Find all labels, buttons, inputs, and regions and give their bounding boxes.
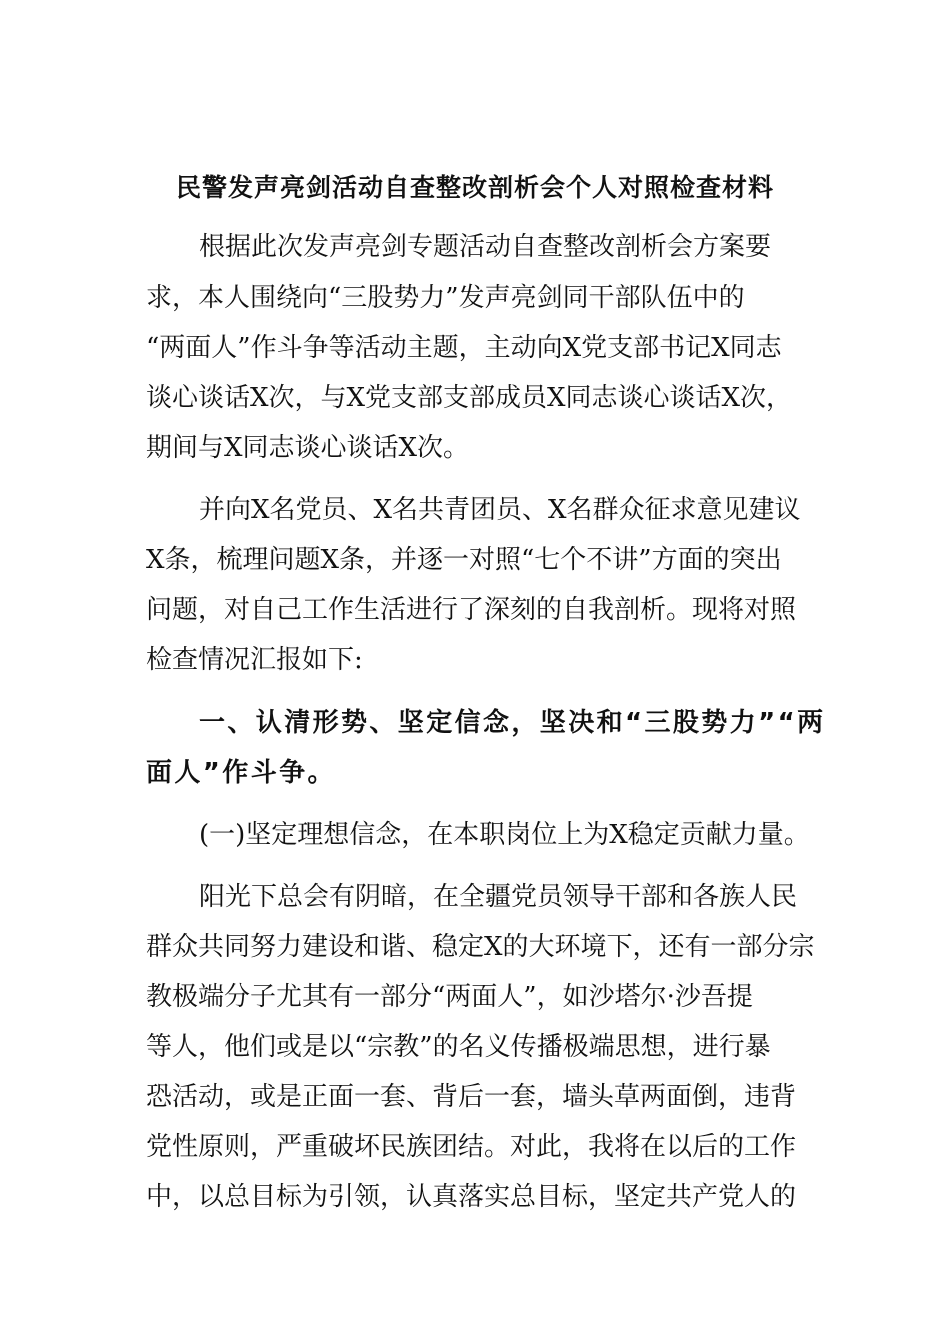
- paragraph-line: 群众共同努力建设和谐、稳定X的大环境下，还有一部分宗: [146, 932, 815, 962]
- paragraph-line: 谈心谈话X次，与X党支部支部成员X同志谈心谈话X次，: [146, 383, 793, 413]
- document-title: 民警发声亮剑活动自查整改剖析会个人对照检查材料: [175, 173, 774, 202]
- paragraph-line: 教极端分子尤其有一部分“两面人”，如沙塔尔·沙吾提: [146, 982, 753, 1012]
- paragraph-line: 等人，他们或是以“宗教”的名义传播极端思想，进行暴: [146, 1032, 771, 1062]
- paragraph-line: 期间与X同志谈心谈话X次。: [146, 433, 470, 463]
- section-heading: 一、认清形势、坚定信念，坚决和“三股势力”“两: [199, 708, 826, 738]
- paragraph-line: 检查情况汇报如下:: [146, 645, 363, 675]
- paragraph-line: 并向X名党员、X名共青团员、X名群众征求意见建议: [199, 495, 801, 525]
- paragraph-line: 问题，对自己工作生活进行了深刻的自我剖析。现将对照: [146, 595, 797, 625]
- paragraph-line: X条，梳理问题X条，并逐一对照“七个不讲”方面的突出: [146, 545, 782, 575]
- section-heading: 面人”作斗争。: [146, 758, 336, 788]
- subsection-heading: (一)坚定理想信念，在本职岗位上为X稳定贡献力量。: [199, 820, 810, 850]
- paragraph-line: 中，以总目标为引领，认真落实总目标，坚定共产党人的: [146, 1182, 797, 1212]
- paragraph-line: 阳光下总会有阴暗，在全疆党员领导干部和各族人民: [199, 882, 798, 912]
- paragraph-line: “两面人”作斗争等活动主题，主动向X党支部书记X同志: [146, 333, 782, 363]
- paragraph-line: 恐活动，或是正面一套、背后一套，墙头草两面倒，违背: [146, 1082, 797, 1112]
- paragraph-line: 党性原则，严重破坏民族团结。对此，我将在以后的工作: [146, 1132, 797, 1162]
- paragraph-line: 根据此次发声亮剑专题活动自查整改剖析会方案要: [199, 232, 772, 262]
- paragraph-line: 求，本人围绕向“三股势力”发声亮剑同干部队伍中的: [146, 283, 745, 313]
